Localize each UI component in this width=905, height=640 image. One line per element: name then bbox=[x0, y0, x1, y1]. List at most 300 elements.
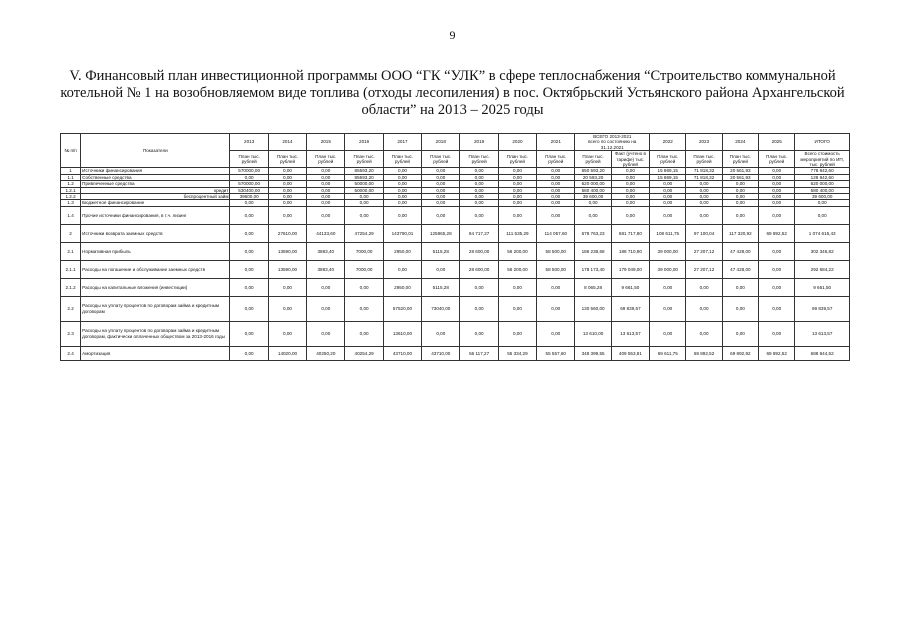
cell-value: 0,00 bbox=[268, 174, 306, 180]
cell-value: 0,00 bbox=[422, 181, 460, 187]
cell-value: 0,00 bbox=[759, 260, 795, 278]
cell-value: 0,00 bbox=[498, 206, 536, 224]
cell-value: 0,00 bbox=[307, 174, 345, 180]
cell-value: 0,00 bbox=[460, 200, 498, 206]
cell-value: 20 593,20 bbox=[575, 174, 611, 180]
cell-value: 0,00 bbox=[650, 181, 686, 187]
cell-value: 778 842,60 bbox=[795, 168, 850, 174]
cell-value: 0,00 bbox=[422, 321, 460, 346]
cell-value: 143790,01 bbox=[383, 224, 421, 242]
cell-value: 0,00 bbox=[759, 181, 795, 187]
cell-value: 85593,20 bbox=[345, 174, 383, 180]
cell-value: 0,00 bbox=[722, 181, 758, 187]
cell-value: 0,00 bbox=[460, 168, 498, 174]
cell-value: 117 320,92 bbox=[722, 224, 758, 242]
cell-value: 0,00 bbox=[307, 168, 345, 174]
cell-value: 0,00 bbox=[537, 168, 575, 174]
row-number: 2.1.1 bbox=[61, 260, 81, 278]
cell-value: 71 818,32 bbox=[686, 168, 722, 174]
cell-value: 0,00 bbox=[722, 200, 758, 206]
cell-value: 0,00 bbox=[422, 187, 460, 193]
cell-value: 0,00 bbox=[650, 206, 686, 224]
cell-value: 69 611,75 bbox=[650, 346, 686, 360]
cell-value: 0,00 bbox=[537, 181, 575, 187]
cell-value: 409 553,81 bbox=[611, 346, 649, 360]
cell-value: 39 000,00 bbox=[650, 242, 686, 260]
cell-value: 188 710,90 bbox=[611, 242, 649, 260]
row-number: 2.3 bbox=[61, 321, 81, 346]
header-plan-unit: План тыс. рублей bbox=[498, 151, 536, 168]
cell-value: 292 684,22 bbox=[795, 260, 850, 278]
cell-value: 179 049,00 bbox=[611, 260, 649, 278]
row-number: 1.4 bbox=[61, 206, 81, 224]
row-number: 2.1 bbox=[61, 242, 81, 260]
cell-value: 5115,28 bbox=[422, 278, 460, 296]
cell-value: 0,00 bbox=[268, 278, 306, 296]
header-total-2013-2021 bbox=[575, 134, 650, 151]
row-label: Прочие источники финансирования, в т.ч. лизинг bbox=[81, 206, 230, 224]
header-year: 2015 bbox=[307, 134, 345, 151]
cell-value: 0,00 bbox=[722, 296, 758, 321]
cell-value: 27 207,12 bbox=[686, 260, 722, 278]
header-year: 2017 bbox=[383, 134, 421, 151]
row-label: беспроцентный займ bbox=[81, 194, 230, 200]
cell-value: 58 500,00 bbox=[537, 260, 575, 278]
table-row bbox=[61, 242, 850, 260]
cell-value: 186 238,68 bbox=[575, 242, 611, 260]
cell-value: 69 839,57 bbox=[795, 296, 850, 321]
row-label: Расходы на уплату процентов по договорам займа и кредитным договорам, фактически оплаченных обществом за 2013-2016 годы bbox=[81, 321, 230, 346]
row-label: Привлеченные средства bbox=[81, 181, 230, 187]
header-number: № п/п bbox=[61, 134, 81, 168]
cell-value: 39 600,00 bbox=[795, 194, 850, 200]
cell-value: 0,00 bbox=[460, 278, 498, 296]
cell-value: 0,00 bbox=[268, 321, 306, 346]
cell-value: 0,00 bbox=[498, 194, 536, 200]
cell-value: 0,00 bbox=[268, 194, 306, 200]
cell-value: 56 117,27 bbox=[460, 346, 498, 360]
cell-value: 0,00 bbox=[759, 187, 795, 193]
header-plan-unit: План тыс. рублей bbox=[422, 151, 460, 168]
cell-value: 0,00 bbox=[383, 200, 421, 206]
cell-value: 0,00 bbox=[230, 321, 268, 346]
header-year: 2018 bbox=[422, 134, 460, 151]
row-number: 2.2 bbox=[61, 296, 81, 321]
header-itogo-sub: Всего стоимость мероприятий по ИП, тыс. рублей bbox=[795, 151, 850, 168]
cell-value: 40254,29 bbox=[345, 346, 383, 360]
cell-value: 0,00 bbox=[722, 321, 758, 346]
row-label: Расходы на уплату процентов по договорам займа и кредитным договорам bbox=[81, 296, 230, 321]
financial-plan-table-wrapper bbox=[60, 133, 850, 361]
cell-value: 0,00 bbox=[460, 206, 498, 224]
cell-value: 0,00 bbox=[268, 296, 306, 321]
cell-value: 0,00 bbox=[795, 206, 850, 224]
cell-value: 0,00 bbox=[759, 174, 795, 180]
cell-value: 0,00 bbox=[759, 296, 795, 321]
cell-value: 0,00 bbox=[460, 187, 498, 193]
cell-value: 681 717,80 bbox=[611, 224, 649, 242]
header-year: 2014 bbox=[268, 134, 306, 151]
cell-value: 39 600,00 bbox=[575, 194, 611, 200]
row-label: кредит bbox=[81, 187, 230, 193]
cell-value: 40250,20 bbox=[307, 346, 345, 360]
cell-value: 55 334,29 bbox=[498, 346, 536, 360]
cell-value: 0,00 bbox=[230, 260, 268, 278]
cell-value: 43710,00 bbox=[422, 346, 460, 360]
header-fact-unit: Факт (учтено в тарифе) тыс. рублей bbox=[611, 151, 649, 168]
cell-value: 0,00 bbox=[759, 206, 795, 224]
cell-value: 0,00 bbox=[230, 278, 268, 296]
cell-value: 0,00 bbox=[611, 174, 649, 180]
cell-value: 0,00 bbox=[611, 206, 649, 224]
cell-value: 50000,00 bbox=[345, 187, 383, 193]
cell-value: 0,00 bbox=[268, 206, 306, 224]
cell-value: 85593,20 bbox=[345, 168, 383, 174]
cell-value: 111 535,29 bbox=[498, 224, 536, 242]
row-number: 1.3 bbox=[61, 200, 81, 206]
table-row bbox=[61, 321, 850, 346]
cell-value: 0,00 bbox=[230, 296, 268, 321]
cell-value: 0,00 bbox=[650, 296, 686, 321]
cell-value: 0,00 bbox=[537, 174, 575, 180]
cell-value: 0,00 bbox=[722, 278, 758, 296]
row-label: Собственные средства bbox=[81, 174, 230, 180]
cell-value: 69 892,52 bbox=[759, 224, 795, 242]
cell-value: 0,00 bbox=[722, 206, 758, 224]
table-row bbox=[61, 224, 850, 242]
cell-value: 0,00 bbox=[537, 187, 575, 193]
row-label: Амортизация bbox=[81, 346, 230, 360]
cell-value: 0,00 bbox=[498, 296, 536, 321]
header-year: 2013 bbox=[230, 134, 268, 151]
cell-value: 0,00 bbox=[759, 194, 795, 200]
cell-value: 0,00 bbox=[650, 321, 686, 346]
cell-value: 0,00 bbox=[307, 321, 345, 346]
cell-value: 0,00 bbox=[611, 168, 649, 174]
cell-value: 39600,00 bbox=[230, 194, 268, 200]
cell-value: 0,00 bbox=[498, 187, 536, 193]
cell-value: 1 074 615,43 bbox=[795, 224, 850, 242]
header-year: 2019 bbox=[460, 134, 498, 151]
cell-value: 0,00 bbox=[383, 194, 421, 200]
row-number: 2.1.2 bbox=[61, 278, 81, 296]
cell-value: 20 561,93 bbox=[722, 174, 758, 180]
cell-value: 0,00 bbox=[722, 187, 758, 193]
header-plan-unit: План тыс. рублей bbox=[537, 151, 575, 168]
cell-value: 0,00 bbox=[422, 206, 460, 224]
cell-value: 0,00 bbox=[611, 187, 649, 193]
cell-value: 0,00 bbox=[345, 194, 383, 200]
cell-value: 0,00 bbox=[383, 174, 421, 180]
cell-value: 44133,60 bbox=[307, 224, 345, 242]
cell-value: 0,00 bbox=[422, 174, 460, 180]
table-row bbox=[61, 260, 850, 278]
header-year: 2025 bbox=[759, 134, 795, 151]
cell-value: 3883,40 bbox=[307, 242, 345, 260]
cell-value: 0,00 bbox=[383, 187, 421, 193]
cell-value: 0,00 bbox=[686, 321, 722, 346]
row-number: 1.2.1 bbox=[61, 187, 81, 193]
cell-value: 69 839,57 bbox=[611, 296, 649, 321]
cell-value: 530400,00 bbox=[230, 187, 268, 193]
cell-value: 0,00 bbox=[307, 296, 345, 321]
cell-value: 0,00 bbox=[345, 206, 383, 224]
cell-value: 47 428,00 bbox=[722, 260, 758, 278]
cell-value: 0,00 bbox=[383, 206, 421, 224]
cell-value: 56 200,00 bbox=[498, 260, 536, 278]
cell-value: 128 842,60 bbox=[795, 174, 850, 180]
cell-value: 0,00 bbox=[575, 200, 611, 206]
table-body bbox=[61, 168, 850, 360]
cell-value: 0,00 bbox=[686, 278, 722, 296]
cell-value: 0,00 bbox=[498, 278, 536, 296]
header-plan-unit: План тыс. рублей bbox=[345, 151, 383, 168]
cell-value: 55 557,60 bbox=[537, 346, 575, 360]
cell-value: 0,00 bbox=[722, 194, 758, 200]
cell-value: 0,00 bbox=[537, 194, 575, 200]
cell-value: 0,00 bbox=[795, 200, 850, 206]
cell-value: 0,00 bbox=[575, 206, 611, 224]
cell-value: 0,00 bbox=[686, 200, 722, 206]
cell-value: 0,00 bbox=[460, 181, 498, 187]
cell-value: 27 207,12 bbox=[686, 242, 722, 260]
cell-value: 47 428,00 bbox=[722, 242, 758, 260]
cell-value: 94 717,27 bbox=[460, 224, 498, 242]
cell-value: 0,00 bbox=[686, 194, 722, 200]
cell-value: 620 000,00 bbox=[795, 181, 850, 187]
page-number: 9 bbox=[449, 28, 456, 42]
cell-value: 97 100,04 bbox=[686, 224, 722, 242]
cell-value: 0,00 bbox=[650, 187, 686, 193]
cell-value: 0,00 bbox=[307, 206, 345, 224]
cell-value: 0,00 bbox=[422, 194, 460, 200]
header-year: 2016 bbox=[345, 134, 383, 151]
row-number: 1.2 bbox=[61, 181, 81, 187]
cell-value: 0,00 bbox=[345, 200, 383, 206]
cell-value: 0,00 bbox=[611, 181, 649, 187]
header-plan-unit: План тыс. рублей bbox=[650, 151, 686, 168]
row-number: 2.4 bbox=[61, 346, 81, 360]
cell-value: 15 869,15 bbox=[650, 168, 686, 174]
cell-value: 0,00 bbox=[345, 321, 383, 346]
document-title: V. Финансовый план инвестиционной программы ООО “ГК “УЛК” в сфере теплоснабжения “Строительство коммунальной котельной № 1 на возобновляемом виде топлива (отходы лесопиления) в пос. Октябрьский Устьянского района Архангельской области” на 2013 – 2025 годы bbox=[60, 68, 845, 118]
cell-value: 13 613,57 bbox=[795, 321, 850, 346]
cell-value: 13 610,00 bbox=[575, 321, 611, 346]
cell-value: 0,00 bbox=[759, 278, 795, 296]
cell-value: 9 661,50 bbox=[795, 278, 850, 296]
cell-value: 0,00 bbox=[759, 242, 795, 260]
cell-value: 0,00 bbox=[686, 181, 722, 187]
cell-value: 58 500,00 bbox=[537, 242, 575, 260]
cell-value: 0,00 bbox=[537, 278, 575, 296]
cell-value: 20 561,93 bbox=[722, 168, 758, 174]
cell-value: 2950,00 bbox=[383, 278, 421, 296]
financial-plan-table bbox=[60, 133, 850, 361]
cell-value: 0,00 bbox=[345, 278, 383, 296]
cell-value: 0,00 bbox=[307, 278, 345, 296]
cell-value: 0,00 bbox=[268, 187, 306, 193]
cell-value: 47254,29 bbox=[345, 224, 383, 242]
table-row bbox=[61, 278, 850, 296]
header-plan-unit: План тыс. рублей bbox=[307, 151, 345, 168]
cell-value: 0,00 bbox=[230, 206, 268, 224]
cell-value: 7000,00 bbox=[345, 260, 383, 278]
row-label: Источники возврата заемных средств bbox=[81, 224, 230, 242]
cell-value: 0,00 bbox=[307, 194, 345, 200]
cell-value: 0,00 bbox=[537, 296, 575, 321]
cell-value: 0,00 bbox=[498, 181, 536, 187]
cell-value: 0,00 bbox=[230, 346, 268, 360]
cell-value: 678 763,23 bbox=[575, 224, 611, 242]
cell-value: 0,00 bbox=[498, 200, 536, 206]
cell-value: 0,00 bbox=[383, 181, 421, 187]
cell-value: 0,00 bbox=[650, 200, 686, 206]
cell-value: 69 892,52 bbox=[759, 346, 795, 360]
cell-value: 3883,40 bbox=[307, 260, 345, 278]
cell-value: 14020,00 bbox=[268, 346, 306, 360]
cell-value: 0,00 bbox=[537, 321, 575, 346]
cell-value: 0,00 bbox=[460, 296, 498, 321]
header-total-label: ВСЕГО 2013-2021 bbox=[593, 134, 632, 139]
header-plan-unit: План тыс. рублей bbox=[575, 151, 611, 168]
cell-value: 0,00 bbox=[611, 194, 649, 200]
cell-value: 125865,28 bbox=[422, 224, 460, 242]
cell-value: 0,00 bbox=[268, 168, 306, 174]
cell-value: 0,00 bbox=[611, 200, 649, 206]
header-plan-unit: План тыс. рублей bbox=[230, 151, 268, 168]
cell-value: 0,00 bbox=[230, 224, 268, 242]
cell-value: 0,00 bbox=[759, 200, 795, 206]
cell-value: 56 200,00 bbox=[498, 242, 536, 260]
table-row bbox=[61, 346, 850, 360]
row-number: 1.1 bbox=[61, 174, 81, 180]
cell-value: 50000,00 bbox=[345, 181, 383, 187]
cell-value: 73040,00 bbox=[422, 296, 460, 321]
header-year: 2023 bbox=[686, 134, 722, 151]
header-plan-unit: План тыс. рублей bbox=[460, 151, 498, 168]
cell-value: 0,00 bbox=[460, 194, 498, 200]
row-number: 1.2.2 bbox=[61, 194, 81, 200]
cell-value: 28 600,00 bbox=[460, 242, 498, 260]
cell-value: 27610,00 bbox=[268, 224, 306, 242]
cell-value: 0,00 bbox=[460, 174, 498, 180]
cell-value: 0,00 bbox=[537, 206, 575, 224]
cell-value: 13590,00 bbox=[268, 242, 306, 260]
cell-value: 130 560,00 bbox=[575, 296, 611, 321]
cell-value: 570000,00 bbox=[230, 181, 268, 187]
cell-value: 13590,00 bbox=[268, 260, 306, 278]
table-row bbox=[61, 296, 850, 321]
cell-value: 13610,00 bbox=[383, 321, 421, 346]
cell-value: 8 065,28 bbox=[575, 278, 611, 296]
cell-value: 15 869,15 bbox=[650, 174, 686, 180]
row-label: Расходы на погашение и обслуживание заемных средств bbox=[81, 260, 230, 278]
cell-value: 0,00 bbox=[498, 174, 536, 180]
cell-value: 69 892,92 bbox=[722, 346, 758, 360]
cell-value: 0,00 bbox=[268, 181, 306, 187]
cell-value: 0,00 bbox=[650, 194, 686, 200]
cell-value: 688 844,52 bbox=[795, 346, 850, 360]
row-label: Источники финансирования bbox=[81, 168, 230, 174]
cell-value: 0,00 bbox=[230, 200, 268, 206]
header-plan-unit: План тыс. рублей bbox=[686, 151, 722, 168]
cell-value: 0,00 bbox=[307, 181, 345, 187]
cell-value: 0,00 bbox=[759, 321, 795, 346]
header-year: 2024 bbox=[722, 134, 758, 151]
cell-value: 13 613,57 bbox=[611, 321, 649, 346]
row-label: Бюджетное финансирование bbox=[81, 200, 230, 206]
header-as-of-note: всего по состоянию на 31.12.2021 bbox=[588, 139, 637, 150]
cell-value: 0,00 bbox=[460, 321, 498, 346]
header-plan-unit: План тыс. рублей bbox=[759, 151, 795, 168]
cell-value: 0,00 bbox=[383, 260, 421, 278]
cell-value: 570000,00 bbox=[230, 168, 268, 174]
cell-value: 71 818,32 bbox=[686, 174, 722, 180]
cell-value: 0,00 bbox=[759, 168, 795, 174]
cell-value: 650 593,20 bbox=[575, 168, 611, 174]
cell-value: 348 399,55 bbox=[575, 346, 611, 360]
header-itogo: ИТОГО bbox=[795, 134, 850, 151]
header-year: 2021 bbox=[537, 134, 575, 151]
cell-value: 302 346,82 bbox=[795, 242, 850, 260]
cell-value: 0,00 bbox=[686, 296, 722, 321]
row-number: 1 bbox=[61, 168, 81, 174]
cell-value: 0,00 bbox=[268, 200, 306, 206]
cell-value: 0,00 bbox=[345, 296, 383, 321]
header-plan-unit: План тыс. рублей bbox=[722, 151, 758, 168]
cell-value: 0,00 bbox=[230, 174, 268, 180]
cell-value: 0,00 bbox=[422, 200, 460, 206]
row-number: 2 bbox=[61, 224, 81, 242]
cell-value: 0,00 bbox=[686, 187, 722, 193]
header-plan-unit: План тыс. рублей bbox=[383, 151, 421, 168]
header-indicator: Показатели bbox=[81, 134, 230, 168]
cell-value: 0,00 bbox=[498, 168, 536, 174]
cell-value: 0,00 bbox=[307, 187, 345, 193]
cell-value: 580 400,00 bbox=[575, 187, 611, 193]
cell-value: 0,00 bbox=[498, 321, 536, 346]
header-plan-unit: План тыс. рублей bbox=[268, 151, 306, 168]
cell-value: 28 600,00 bbox=[460, 260, 498, 278]
cell-value: 0,00 bbox=[650, 278, 686, 296]
cell-value: 0,00 bbox=[537, 200, 575, 206]
cell-value: 0,00 bbox=[686, 206, 722, 224]
cell-value: 9 661,50 bbox=[611, 278, 649, 296]
cell-value: 108 611,75 bbox=[650, 224, 686, 242]
cell-value: 57520,00 bbox=[383, 296, 421, 321]
header-row-years bbox=[61, 134, 850, 151]
header-year: 2020 bbox=[498, 134, 536, 151]
cell-value: 69 892,52 bbox=[686, 346, 722, 360]
header-year: 2022 bbox=[650, 134, 686, 151]
cell-value: 580 400,00 bbox=[795, 187, 850, 193]
cell-value: 39 000,00 bbox=[650, 260, 686, 278]
cell-value: 0,00 bbox=[422, 260, 460, 278]
cell-value: 2950,00 bbox=[383, 242, 421, 260]
cell-value: 43710,00 bbox=[383, 346, 421, 360]
cell-value: 5115,28 bbox=[422, 242, 460, 260]
cell-value: 178 173,40 bbox=[575, 260, 611, 278]
cell-value: 0,00 bbox=[383, 168, 421, 174]
cell-value: 0,00 bbox=[307, 200, 345, 206]
cell-value: 7000,00 bbox=[345, 242, 383, 260]
row-label: Расходы на капитальные вложения (инвестиции) bbox=[81, 278, 230, 296]
cell-value: 0,00 bbox=[422, 168, 460, 174]
table-row bbox=[61, 206, 850, 224]
cell-value: 114 057,60 bbox=[537, 224, 575, 242]
cell-value: 620 000,00 bbox=[575, 181, 611, 187]
row-label: Нормативная прибыль bbox=[81, 242, 230, 260]
